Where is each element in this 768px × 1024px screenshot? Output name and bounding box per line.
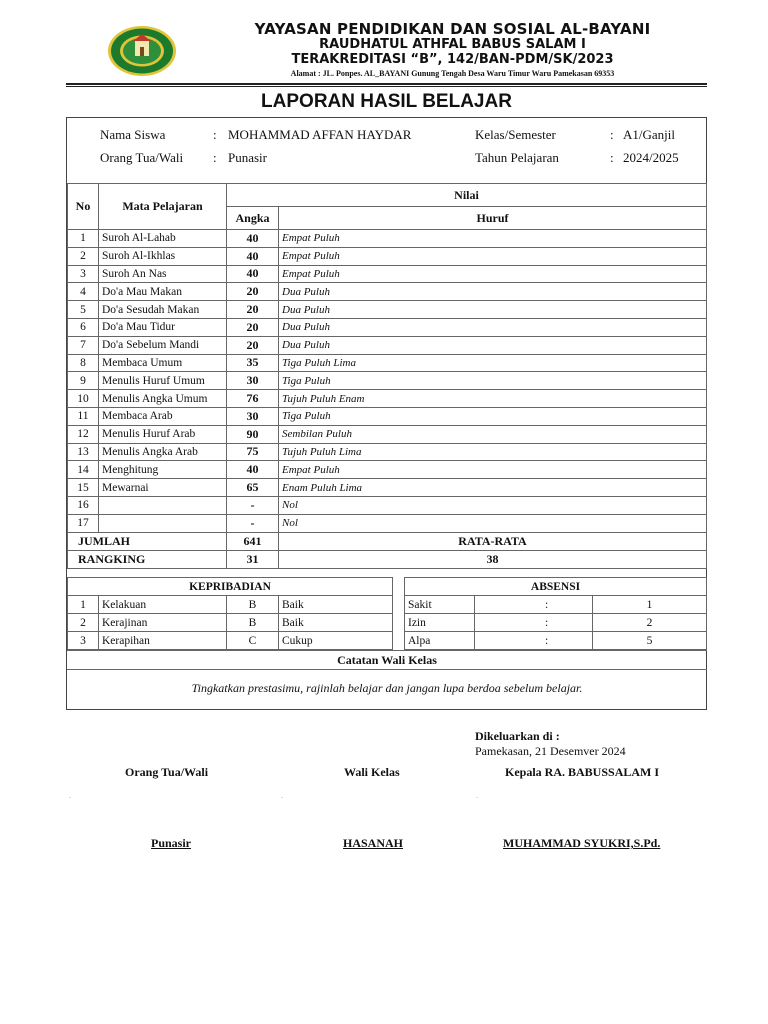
score-words: Dua Puluh bbox=[279, 301, 707, 319]
kepribadian-row bbox=[68, 596, 393, 614]
head-signature-name: MUHAMMAD SYUKRI,S.Pd. bbox=[503, 836, 661, 850]
score-number: 30 bbox=[227, 407, 279, 425]
subject-name: Suroh An Nas bbox=[99, 265, 227, 283]
absensi-row bbox=[405, 614, 707, 632]
score-words: Dua Puluh bbox=[279, 336, 707, 354]
parent-signature-title: Orang Tua/Wali bbox=[125, 765, 209, 779]
subject-name: Membaca Umum bbox=[99, 354, 227, 372]
stray-mark bbox=[476, 797, 478, 798]
trait-grade: C bbox=[227, 632, 279, 650]
subject-name: Menulis Angka Umum bbox=[99, 390, 227, 408]
grade-row bbox=[68, 514, 707, 532]
subject-name: Do'a Sebelum Mandi bbox=[99, 336, 227, 354]
grade-row bbox=[68, 283, 707, 301]
colon: : bbox=[213, 127, 217, 142]
score-words: Sembilan Puluh bbox=[279, 425, 707, 443]
grade-row bbox=[68, 247, 707, 265]
rata-label: RATA-RATA bbox=[279, 532, 707, 550]
score-number: 76 bbox=[227, 390, 279, 408]
subject-name: Menulis Huruf Arab bbox=[99, 425, 227, 443]
absence-type: Izin bbox=[405, 614, 475, 632]
score-number: 20 bbox=[227, 318, 279, 336]
score-number: 20 bbox=[227, 301, 279, 319]
grade-row bbox=[68, 318, 707, 336]
grade-row bbox=[68, 461, 707, 479]
letterhead-divider-thin bbox=[66, 86, 707, 87]
trait-name: Kelakuan bbox=[99, 596, 227, 614]
trait-name: Kerapihan bbox=[99, 632, 227, 650]
grade-row bbox=[68, 443, 707, 461]
class-label: Kelas/Semester bbox=[475, 127, 556, 142]
row-number: 7 bbox=[68, 336, 99, 354]
score-words: Enam Puluh Lima bbox=[279, 479, 707, 497]
catatan-header: Catatan Wali Kelas bbox=[67, 650, 707, 670]
accreditation: TERAKREDITASI “B”, 142/BAN-PDM/SK/2023 bbox=[291, 52, 614, 67]
score-number: 65 bbox=[227, 479, 279, 497]
score-number: 40 bbox=[227, 265, 279, 283]
score-words: Tiga Puluh bbox=[279, 372, 707, 390]
row-number: 1 bbox=[68, 230, 99, 248]
trait-grade: B bbox=[227, 614, 279, 632]
score-number: 75 bbox=[227, 443, 279, 461]
report-title: LAPORAN HASIL BELAJAR bbox=[261, 91, 512, 112]
col-no-header: No bbox=[68, 184, 99, 230]
kepribadian-row bbox=[68, 614, 393, 632]
subject-name: Suroh Al-Lahab bbox=[99, 230, 227, 248]
row-number: 13 bbox=[68, 443, 99, 461]
year-value: 2024/2025 bbox=[623, 150, 679, 165]
name-label: Nama Siswa bbox=[100, 127, 166, 142]
subject-name: Menulis Angka Arab bbox=[99, 443, 227, 461]
subject-name: Suroh Al-Ikhlas bbox=[99, 247, 227, 265]
teacher-signature-name: HASANAH bbox=[343, 836, 404, 850]
rangking-value: 31 bbox=[227, 550, 279, 568]
score-number: 40 bbox=[227, 230, 279, 248]
col-angka-header: Angka bbox=[227, 207, 279, 230]
score-words: Tiga Puluh bbox=[279, 407, 707, 425]
colon: : bbox=[475, 596, 593, 614]
score-number: 30 bbox=[227, 372, 279, 390]
absensi-row bbox=[405, 596, 707, 614]
row-number: 16 bbox=[68, 496, 99, 514]
subject-name bbox=[99, 496, 227, 514]
absensi-header: ABSENSI bbox=[405, 578, 707, 596]
kepribadian-row bbox=[68, 632, 393, 650]
grade-row bbox=[68, 354, 707, 372]
stray-mark bbox=[281, 797, 283, 798]
rangking-label: RANGKING bbox=[68, 550, 227, 568]
trait-desc: Baik bbox=[279, 614, 393, 632]
grade-row bbox=[68, 390, 707, 408]
school-address: Alamat : JL. Ponpes. AL_BAYANI Gunung Tengah Desa Waru Timur Waru Pamekasan 69353 bbox=[290, 69, 615, 78]
grade-row bbox=[68, 372, 707, 390]
absence-count: 2 bbox=[593, 614, 707, 632]
grade-row bbox=[68, 425, 707, 443]
score-number: 40 bbox=[227, 461, 279, 479]
score-number: 90 bbox=[227, 425, 279, 443]
subject-name: Membaca Arab bbox=[99, 407, 227, 425]
colon: : bbox=[213, 150, 217, 165]
catatan-text: Tingkatkan prestasimu, rajinlah belajar dan jangan lupa berdoa sebelum belajar. bbox=[191, 681, 583, 695]
grade-row bbox=[68, 265, 707, 283]
row-number: 3 bbox=[68, 265, 99, 283]
score-words: Tiga Puluh Lima bbox=[279, 354, 707, 372]
stray-mark bbox=[69, 797, 71, 798]
subject-name bbox=[99, 514, 227, 532]
score-number: - bbox=[227, 496, 279, 514]
row-number: 3 bbox=[68, 632, 99, 650]
absence-type: Alpa bbox=[405, 632, 475, 650]
row-number: 10 bbox=[68, 390, 99, 408]
colon: : bbox=[610, 127, 614, 142]
trait-grade: B bbox=[227, 596, 279, 614]
score-number: 20 bbox=[227, 283, 279, 301]
parent-signature-name: Punasir bbox=[151, 836, 192, 850]
trait-name: Kerajinan bbox=[99, 614, 227, 632]
score-number: 40 bbox=[227, 247, 279, 265]
row-number: 1 bbox=[68, 596, 99, 614]
grade-row bbox=[68, 479, 707, 497]
kepribadian-table bbox=[67, 577, 393, 650]
score-words: Empat Puluh bbox=[279, 230, 707, 248]
school-name: RAUDHATUL ATHFAL BABUS SALAM I bbox=[319, 37, 586, 52]
score-words: Nol bbox=[279, 514, 707, 532]
colon: : bbox=[610, 150, 614, 165]
col-nilai-header: Nilai bbox=[227, 184, 707, 207]
foundation-name: YAYASAN PENDIDIKAN DAN SOSIAL AL-BAYANI bbox=[254, 20, 651, 38]
col-huruf-header: Huruf bbox=[279, 207, 707, 230]
grade-row bbox=[68, 496, 707, 514]
row-number: 8 bbox=[68, 354, 99, 372]
trait-desc: Cukup bbox=[279, 632, 393, 650]
jumlah-label: JUMLAH bbox=[68, 532, 227, 550]
jumlah-value: 641 bbox=[227, 532, 279, 550]
issued-place-date: Pamekasan, 21 Desemver 2024 bbox=[475, 744, 626, 758]
teacher-signature-title: Wali Kelas bbox=[344, 765, 400, 779]
score-words: Empat Puluh bbox=[279, 247, 707, 265]
letterhead-divider bbox=[66, 83, 707, 85]
score-words: Empat Puluh bbox=[279, 461, 707, 479]
row-number: 6 bbox=[68, 318, 99, 336]
row-number: 11 bbox=[68, 407, 99, 425]
row-number: 4 bbox=[68, 283, 99, 301]
score-words: Dua Puluh bbox=[279, 318, 707, 336]
row-number: 17 bbox=[68, 514, 99, 532]
subject-name: Mewarnai bbox=[99, 479, 227, 497]
row-number: 9 bbox=[68, 372, 99, 390]
class-value: A1/Ganjil bbox=[623, 127, 675, 142]
score-number: - bbox=[227, 514, 279, 532]
grade-row bbox=[68, 230, 707, 248]
score-words: Tujuh Puluh Enam bbox=[279, 390, 707, 408]
absence-count: 5 bbox=[593, 632, 707, 650]
parent-label: Orang Tua/Wali bbox=[100, 150, 184, 165]
row-number: 2 bbox=[68, 614, 99, 632]
score-number: 35 bbox=[227, 354, 279, 372]
rata-value: 38 bbox=[279, 550, 707, 568]
issued-label: Dikeluarkan di : bbox=[475, 729, 560, 743]
absence-type: Sakit bbox=[405, 596, 475, 614]
score-words: Nol bbox=[279, 496, 707, 514]
score-words: Dua Puluh bbox=[279, 283, 707, 301]
grade-row bbox=[68, 336, 707, 354]
colon: : bbox=[475, 614, 593, 632]
grade-row bbox=[68, 407, 707, 425]
score-words: Empat Puluh bbox=[279, 265, 707, 283]
absensi-row bbox=[405, 632, 707, 650]
row-number: 15 bbox=[68, 479, 99, 497]
col-subject-header: Mata Pelajaran bbox=[99, 184, 227, 230]
grade-row bbox=[68, 301, 707, 319]
trait-desc: Baik bbox=[279, 596, 393, 614]
score-words: Tujuh Puluh Lima bbox=[279, 443, 707, 461]
year-label: Tahun Pelajaran bbox=[475, 150, 559, 165]
subject-name: Do'a Mau Tidur bbox=[99, 318, 227, 336]
kepribadian-header: KEPRIBADIAN bbox=[68, 578, 393, 596]
row-number: 12 bbox=[68, 425, 99, 443]
row-number: 14 bbox=[68, 461, 99, 479]
colon: : bbox=[475, 632, 593, 650]
grades-table bbox=[67, 183, 707, 569]
row-number: 5 bbox=[68, 301, 99, 319]
subject-name: Do'a Sesudah Makan bbox=[99, 301, 227, 319]
parent-name: Punasir bbox=[228, 150, 267, 165]
subject-name: Do'a Mau Makan bbox=[99, 283, 227, 301]
subject-name: Menghitung bbox=[99, 461, 227, 479]
row-number: 2 bbox=[68, 247, 99, 265]
student-name: MOHAMMAD AFFAN HAYDAR bbox=[228, 127, 412, 142]
head-signature-title: Kepala RA. BABUSSALAM I bbox=[505, 765, 660, 779]
score-number: 20 bbox=[227, 336, 279, 354]
absence-count: 1 bbox=[593, 596, 707, 614]
subject-name: Menulis Huruf Umum bbox=[99, 372, 227, 390]
absensi-table bbox=[404, 577, 707, 650]
